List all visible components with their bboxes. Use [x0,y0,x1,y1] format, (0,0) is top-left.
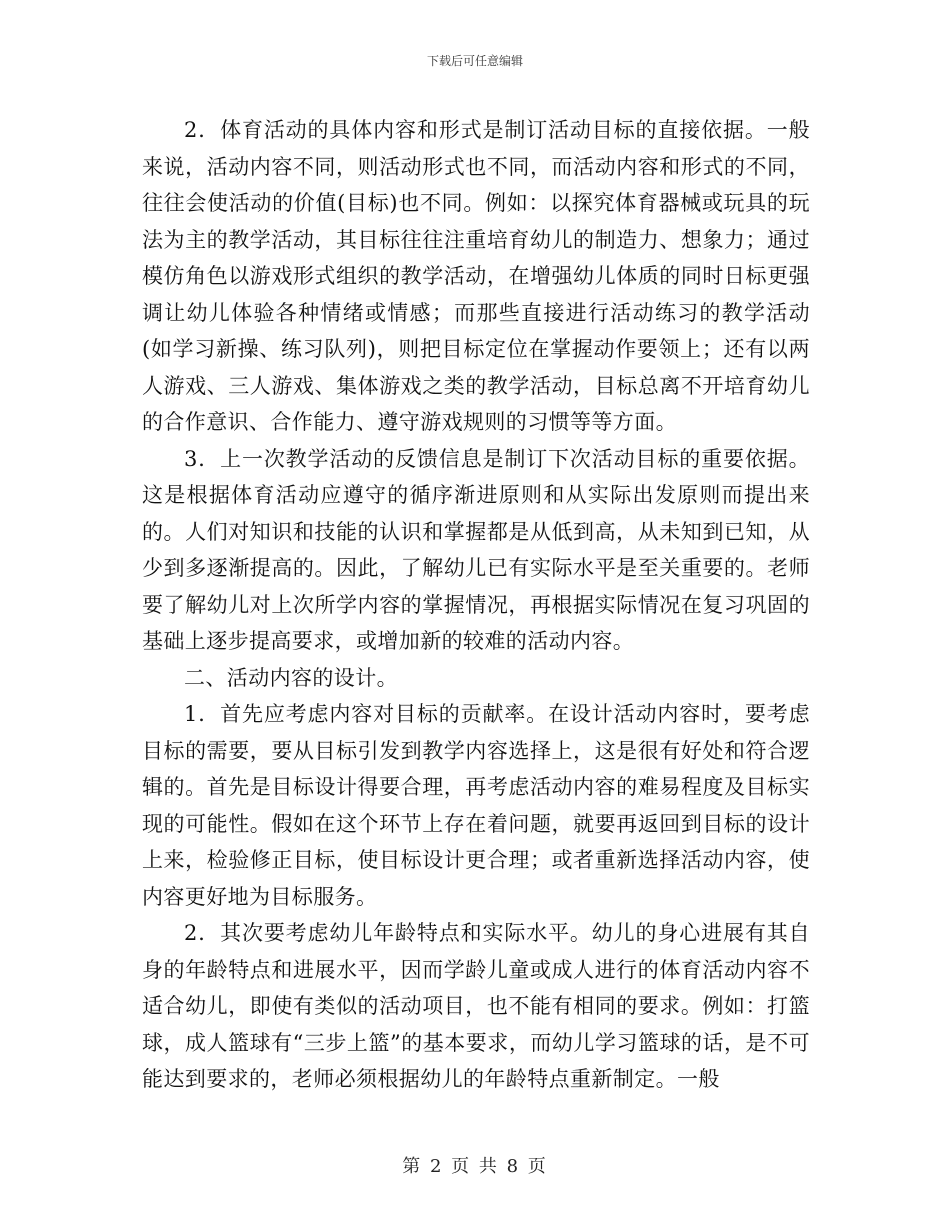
document-body [142,112,810,1098]
paragraph-goal-basis-3: 3．上一次教学活动的反馈信息是制订下次活动目标的重要依据。这是根据体育活动应遵守的循序渐进原则和从实际出发原则而提出来的。人们对知识和技能的认识和掌握都是从低到高，从未知到已知，从少到多逐渐提高的。因此，了解幼儿已有实际水平是至关重要的。老师要了解幼儿对上次所学内容的掌握情况，再根据实际情况在复习巩固的基础上逐步提高要求，或增加新的较难的活动内容。 [142,446,810,653]
paragraph-content-design-2: 2．其次要考虑幼儿年龄特点和实际水平。幼儿的身心进展有其自身的年龄特点和进展水平，因而学龄儿童或成人进行的体育活动内容不适合幼儿，即使有类似的活动项目，也不能有相同的要求。例如：打篮球，成人篮球有“三步上篮”的基本要求，而幼儿学习篮球的话，是不可能达到要求的，老师必须根据幼儿的年龄特点重新制定。一般 [142,921,810,1091]
paragraph-goal-basis-2: 2．体育活动的具体内容和形式是制订活动目标的直接依据。一般来说，活动内容不同，则活动形式也不同，而活动内容和形式的不同，往往会使活动的价值(目标)也不同。例如：以探究体育器械或玩具的玩法为主的教学活动，其目标往往注重培育幼儿的制造力、想象力；通过模仿角色以游戏形式组织的教学活动，在增强幼儿体质的同时日标更强调让幼儿体验各种情绪或情感；而那些直接进行活动练习的教学活动(如学习新操、练习队列)，则把目标定位在掌握动作要领上；还有以两人游戏、三人游戏、集体游戏之类的教学活动，目标总离不开培育幼儿的合作意识、合作能力、遵守游戏规则的习惯等等方面。 [142,118,810,434]
page-header: 下载后可任意编辑 [426,54,523,68]
section-heading-content-design: 二、活动内容的设计。 [184,665,398,690]
paragraph-content-design-1: 1．首先应考虑内容对目标的贡献率。在设计活动内容时，要考虑目标的需要，要从目标引发到教学内容选择上，这是很有好处和符合逻辑的。首先是目标设计得要合理，再考虑活动内容的难易程度及目标实现的可能性。假如在这个环节上存在着问题，就要再返回到目标的设计上来，检验修正目标，使目标设计更合理；或者重新选择活动内容，使内容更好地为目标服务。 [142,702,810,909]
page-number-footer: 第 2 页 共 8 页 [402,1156,548,1177]
